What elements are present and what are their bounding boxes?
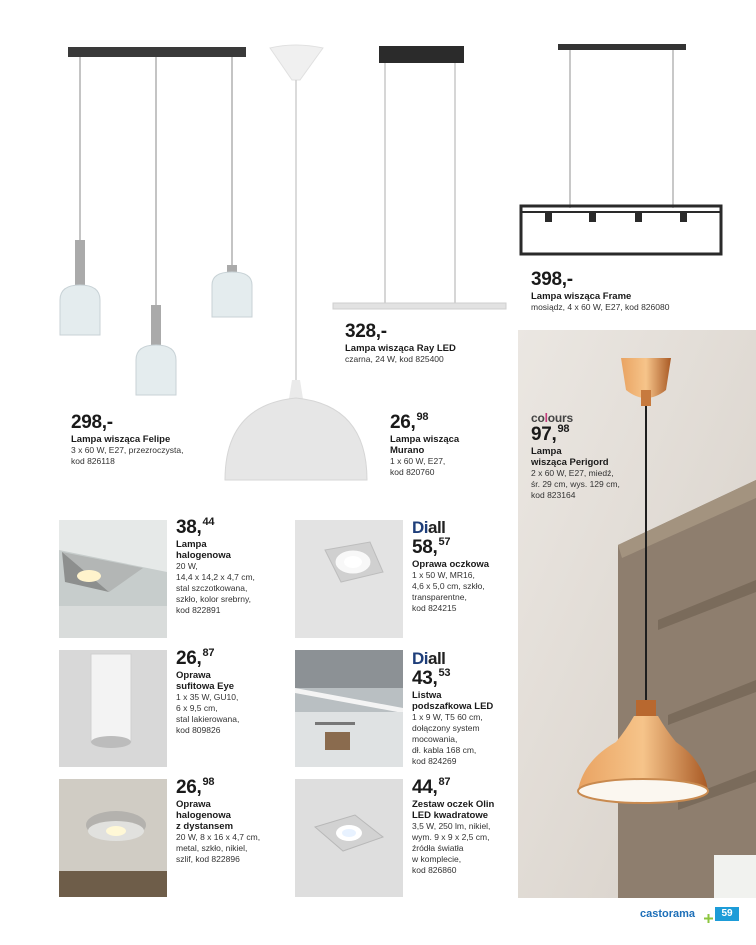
product-spec: 6 x 9,5 cm,	[176, 703, 218, 713]
price: 26,98	[390, 411, 429, 433]
product-spec: 20 W,	[176, 561, 198, 571]
lamp-frame-image	[515, 40, 725, 270]
listwa-image	[295, 650, 403, 767]
product-spec: kod 820760	[390, 467, 435, 477]
eye-photo	[59, 650, 167, 767]
product-title: sufitowa Eye	[176, 681, 235, 692]
product-spec: szlif, kod 822896	[176, 854, 240, 864]
product-spec: stal szczotkowana,	[176, 583, 248, 593]
product-spec: kod 822891	[176, 605, 221, 615]
product-title: Oprawa	[176, 799, 211, 810]
plus-icon	[704, 910, 713, 919]
product-spec: 4,6 x 5,0 cm, szkło,	[412, 581, 485, 591]
halogen-lamp-image	[59, 520, 167, 638]
product-spec: transparentne,	[412, 592, 467, 602]
castorama-logo: castorama	[640, 908, 696, 920]
product-spec: dołączony system	[412, 723, 480, 733]
product-title: Lampa wisząca Felipe	[71, 434, 171, 445]
lamp-ray-image	[330, 40, 510, 315]
olin-photo	[295, 779, 403, 897]
product-eye	[176, 649, 286, 736]
product-spec: szkło, kolor srebrny,	[176, 594, 251, 604]
product-oczkowa	[412, 518, 522, 614]
product-title: LED kwadratowe	[412, 810, 489, 821]
product-frame	[531, 270, 741, 313]
product-spec: 1 x 9 W, T5 60 cm,	[412, 712, 483, 722]
product-spec: 1 x 60 W, E27,	[390, 456, 446, 466]
brand-diall-logo: Diall	[412, 518, 446, 537]
product-title: halogenowa	[176, 550, 231, 561]
product-spec: kod 826118	[71, 456, 115, 466]
product-olin	[412, 778, 522, 876]
product-spec: 1 x 35 W, GU10,	[176, 692, 239, 702]
price: 26,98	[176, 776, 215, 798]
price: 58,57	[412, 536, 451, 558]
product-title: Zestaw oczek Olin	[412, 799, 495, 810]
product-spec: kod 826860	[412, 865, 457, 875]
halogen-lamp-photo	[59, 520, 167, 638]
oczkowa-photo	[295, 520, 403, 638]
product-spec: 1 x 50 W, MR16,	[412, 570, 475, 580]
product-spec: dł. kabla 168 cm,	[412, 745, 477, 755]
product-spec: mocowania,	[412, 734, 458, 744]
product-spec: 3 x 60 W, E27, przezroczysta,	[71, 445, 184, 455]
product-spec: 20 W, 8 x 16 x 4,7 cm,	[176, 832, 261, 842]
product-spec: w komplecie,	[412, 854, 462, 864]
footer	[640, 907, 740, 923]
olin-image	[295, 779, 403, 897]
product-title: wisząca Perigord	[531, 457, 609, 468]
product-spec: kod 809826	[176, 725, 221, 735]
eye-image	[59, 650, 167, 767]
product-title: Oprawa oczkowa	[412, 559, 490, 570]
product-spec: mosiądz, 4 x 60 W, E27, kod 826080	[531, 302, 670, 312]
product-spec: 2 x 60 W, E27, miedź,	[531, 468, 614, 478]
product-title: Lampa wisząca Frame	[531, 291, 632, 302]
price: 43,53	[412, 667, 451, 689]
oczkowa-image	[295, 520, 403, 638]
product-spec: śr. 29 cm, wys. 129 cm,	[531, 479, 620, 489]
product-title: Lampa	[531, 446, 562, 457]
product-murano	[390, 413, 510, 478]
price: 38,44	[176, 516, 215, 538]
product-spec: kod 824215	[412, 603, 457, 613]
price: 44,87	[412, 776, 451, 798]
price: 328,-	[345, 321, 387, 342]
product-ray	[345, 322, 515, 365]
product-spec: kod 823164	[531, 490, 576, 500]
product-felipe	[71, 413, 231, 467]
price: 298,-	[71, 412, 113, 433]
product-spec: 14,4 x 14,2 x 4,7 cm,	[176, 572, 255, 582]
product-title: Lampa	[176, 539, 207, 550]
product-title: podszafkowa LED	[412, 701, 494, 712]
price: 26,87	[176, 647, 215, 669]
product-spec: stal lakierowana,	[176, 714, 240, 724]
product-spec: czarna, 24 W, kod 825400	[345, 354, 444, 364]
product-title: Lampa wisząca Ray LED	[345, 343, 456, 354]
product-halogen	[176, 518, 286, 616]
product-title: Listwa	[412, 690, 442, 701]
product-title: Lampa wisząca	[390, 434, 460, 445]
price: 398,-	[531, 269, 573, 290]
price: 97,98	[531, 423, 570, 445]
product-spec: wym. 9 x 9 x 2,5 cm,	[412, 832, 490, 842]
page-number: 59	[715, 907, 739, 921]
product-spec: źródła światła	[412, 843, 464, 853]
product-title: Murano	[390, 445, 425, 456]
product-dystansem	[176, 778, 286, 865]
dystansem-photo	[59, 779, 167, 897]
product-listwa	[412, 649, 522, 767]
product-perigord	[531, 411, 681, 501]
product-spec: metal, szkło, nikiel,	[176, 843, 248, 853]
product-title: z dystansem	[176, 821, 234, 832]
listwa-photo	[295, 650, 403, 767]
product-title: Oprawa	[176, 670, 211, 681]
product-spec: 3,5 W, 250 lm, nikiel,	[412, 821, 491, 831]
brand-diall-logo: Diall	[412, 649, 446, 668]
brand-colours-logo: colours	[531, 411, 573, 425]
product-spec: kod 824269	[412, 756, 457, 766]
product-title: halogenowa	[176, 810, 231, 821]
dystansem-image	[59, 779, 167, 897]
